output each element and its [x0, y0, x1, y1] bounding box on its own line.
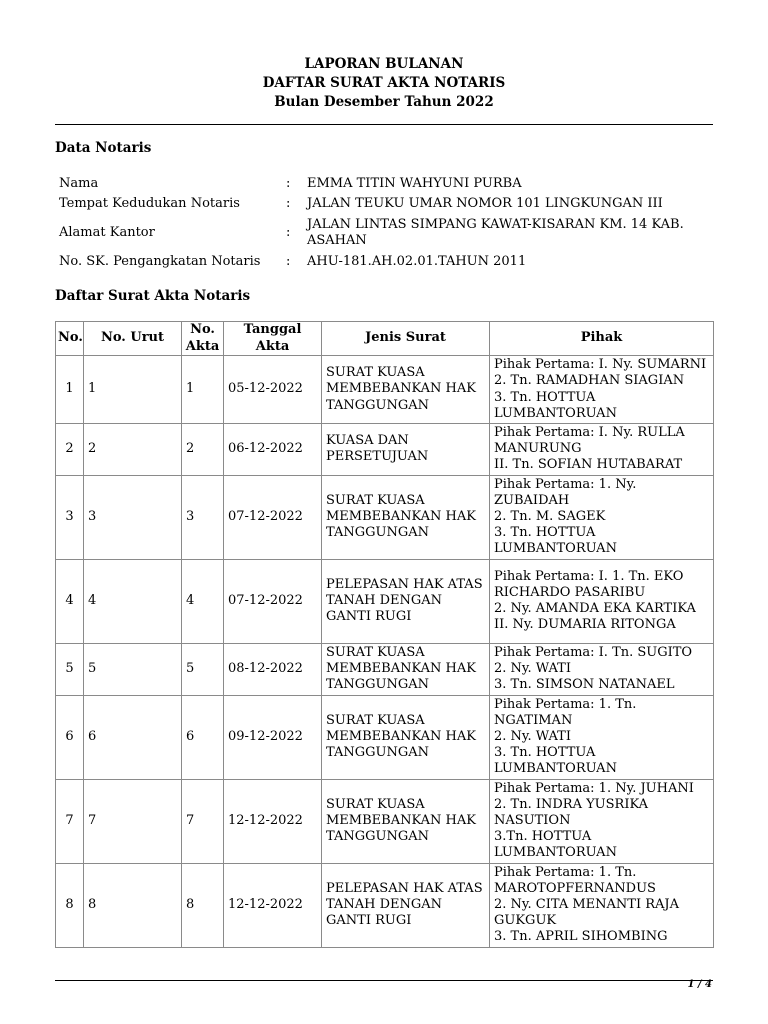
cell-pihak: Pihak Pertama: I. Tn. SUGITO 2. Ny. WATI 3. Tn. SIMSON NATANAEL	[490, 643, 714, 695]
akta-table	[55, 321, 714, 948]
cell-pihak: Pihak Pertama: 1. Ny. ZUBAIDAH 2. Tn. M. SAGEK 3. Tn. HOTTUA LUMBANTORUAN	[490, 475, 714, 559]
info-row-tempat-kedudukan	[59, 193, 709, 215]
cell-pihak: Pihak Pertama: 1. Tn. MAROTOPFERNANDUS 2. Ny. CITA MENANTI RAJA GUKGUK 3. Tn. APRIL SIHOMBING	[490, 863, 714, 947]
cell-no-akta: 6	[182, 695, 224, 779]
report-subtitle: DAFTAR SURAT AKTA NOTARIS	[262, 75, 506, 91]
cell-tanggal: 07-12-2022	[224, 475, 322, 559]
cell-jenis-surat: KUASA DAN PERSETUJUAN	[322, 424, 490, 476]
col-header-jenis-surat: Jenis Surat	[322, 322, 490, 356]
cell-no-urut: 5	[84, 643, 182, 695]
cell-no-akta: 7	[182, 779, 224, 863]
footer-divider	[55, 980, 713, 981]
cell-no-akta: 4	[182, 559, 224, 643]
cell-no-urut: 6	[84, 695, 182, 779]
table-header-row	[56, 322, 714, 356]
cell-no-urut: 4	[84, 559, 182, 643]
table-row	[56, 356, 714, 424]
cell-pihak: Pihak Pertama: I. 1. Tn. EKO RICHARDO PASARIBU 2. Ny. AMANDA EKA KARTIKA II. Ny. DUMARIA RITONGA	[490, 559, 714, 643]
info-colon: :	[286, 254, 291, 269]
cell-jenis-surat: PELEPASAN HAK ATAS TANAH DENGAN GANTI RUGI	[322, 559, 490, 643]
cell-no: 4	[56, 559, 84, 643]
cell-no: 8	[56, 863, 84, 947]
cell-pihak: Pihak Pertama: I. Ny. RULLA MANURUNG II. Tn. SOFIAN HUTABARAT	[490, 424, 714, 476]
cell-no-akta: 8	[182, 863, 224, 947]
table-row	[56, 779, 714, 863]
cell-no-urut: 2	[84, 424, 182, 476]
info-colon: :	[286, 225, 291, 240]
cell-jenis-surat: PELEPASAN HAK ATAS TANAH DENGAN GANTI RUGI	[322, 863, 490, 947]
table-row	[56, 863, 714, 947]
cell-no: 1	[56, 356, 84, 424]
cell-no-akta: 5	[182, 643, 224, 695]
col-header-tanggal-akta: Tanggal Akta	[224, 322, 322, 356]
cell-tanggal: 09-12-2022	[224, 695, 322, 779]
cell-jenis-surat: SURAT KUASA MEMBEBANKAN HAK TANGGUNGAN	[322, 695, 490, 779]
cell-pihak: Pihak Pertama: I. Ny. SUMARNI 2. Tn. RAMADHAN SIAGIAN 3. Tn. HOTTUA LUMBANTORUAN	[490, 356, 714, 424]
info-row-no-sk	[59, 251, 709, 273]
cell-no: 7	[56, 779, 84, 863]
cell-no-akta: 3	[182, 475, 224, 559]
report-title: LAPORAN BULANAN	[304, 56, 464, 72]
header-divider	[55, 124, 713, 125]
page-number: 1 / 4	[687, 979, 712, 990]
cell-no: 5	[56, 643, 84, 695]
data-notaris-title: Data Notaris	[55, 140, 152, 156]
cell-no-urut: 7	[84, 779, 182, 863]
info-colon: :	[286, 196, 291, 211]
cell-tanggal: 06-12-2022	[224, 424, 322, 476]
info-colon: :	[286, 176, 291, 191]
cell-no: 2	[56, 424, 84, 476]
info-value: AHU-181.AH.02.01.TAHUN 2011	[307, 254, 527, 269]
info-row-nama	[59, 175, 709, 193]
cell-tanggal: 05-12-2022	[224, 356, 322, 424]
cell-tanggal: 08-12-2022	[224, 643, 322, 695]
table-row	[56, 695, 714, 779]
info-value: JALAN LINTAS SIMPANG KAWAT-KISARAN KM. 14 KAB. ASAHAN	[307, 217, 684, 248]
daftar-akta-title: Daftar Surat Akta Notaris	[55, 288, 251, 304]
report-period: Bulan Desember Tahun 2022	[274, 94, 494, 110]
table-row	[56, 475, 714, 559]
cell-tanggal: 12-12-2022	[224, 779, 322, 863]
cell-no-urut: 8	[84, 863, 182, 947]
cell-pihak: Pihak Pertama: 1. Ny. JUHANI 2. Tn. INDRA YUSRIKA NASUTION 3.Tn. HOTTUA LUMBANTORUAN	[490, 779, 714, 863]
info-row-alamat-kantor	[59, 215, 709, 251]
cell-no: 6	[56, 695, 84, 779]
cell-no-urut: 1	[84, 356, 182, 424]
info-label: No. SK. Pengangkatan Notaris	[59, 254, 261, 269]
col-header-pihak: Pihak	[490, 322, 714, 356]
col-header-no: No.	[56, 322, 84, 356]
cell-no-akta: 1	[182, 356, 224, 424]
col-header-no-akta: No. Akta	[182, 322, 224, 356]
report-header	[0, 55, 768, 112]
table-row	[56, 424, 714, 476]
info-value: EMMA TITIN WAHYUNI PURBA	[307, 176, 522, 191]
cell-tanggal: 07-12-2022	[224, 559, 322, 643]
cell-jenis-surat: SURAT KUASA MEMBEBANKAN HAK TANGGUNGAN	[322, 475, 490, 559]
cell-no-akta: 2	[182, 424, 224, 476]
info-value: JALAN TEUKU UMAR NOMOR 101 LINGKUNGAN III	[307, 196, 663, 211]
cell-pihak: Pihak Pertama: 1. Tn. NGATIMAN 2. Ny. WATI 3. Tn. HOTTUA LUMBANTORUAN	[490, 695, 714, 779]
cell-jenis-surat: SURAT KUASA MEMBEBANKAN HAK TANGGUNGAN	[322, 356, 490, 424]
table-row	[56, 643, 714, 695]
table-row	[56, 559, 714, 643]
cell-tanggal: 12-12-2022	[224, 863, 322, 947]
cell-jenis-surat: SURAT KUASA MEMBEBANKAN HAK TANGGUNGAN	[322, 643, 490, 695]
info-label: Alamat Kantor	[59, 225, 155, 240]
info-label: Tempat Kedudukan Notaris	[59, 196, 240, 211]
cell-no: 3	[56, 475, 84, 559]
col-header-no-urut: No. Urut	[84, 322, 182, 356]
cell-no-urut: 3	[84, 475, 182, 559]
cell-jenis-surat: SURAT KUASA MEMBEBANKAN HAK TANGGUNGAN	[322, 779, 490, 863]
data-notaris-table	[59, 175, 709, 273]
info-label: Nama	[59, 176, 99, 191]
